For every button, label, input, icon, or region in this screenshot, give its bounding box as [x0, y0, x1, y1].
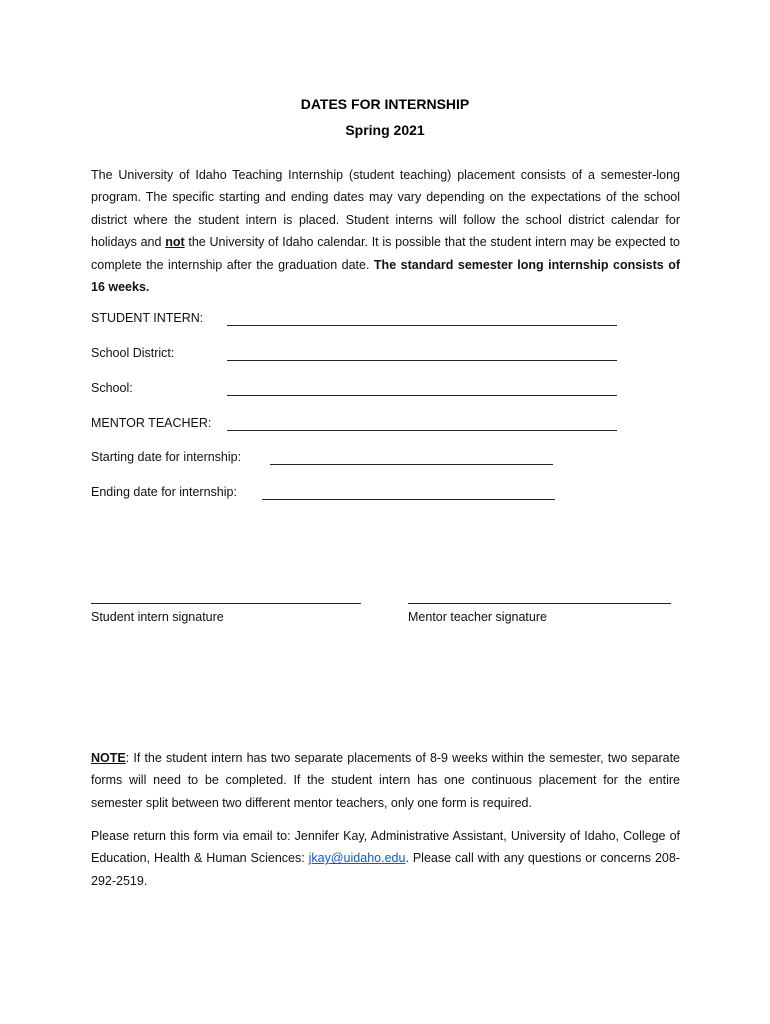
document-subtitle: Spring 2021 [345, 122, 425, 138]
start-date-field[interactable] [270, 464, 553, 465]
intro-text-1: The University of Idaho Teaching Internship (student teaching) placement consists of a semester-long program. The specific starting and ending dates may vary depending on the expectations of the school district where the student intern is placed. Student interns will follow the school district calendar for holidays and [91, 168, 680, 250]
school-district-label: School District: [91, 346, 175, 360]
end-date-field[interactable] [262, 499, 555, 500]
mentor-teacher-field[interactable] [227, 430, 617, 431]
student-intern-field[interactable] [227, 325, 617, 326]
note-paragraph [91, 747, 680, 814]
start-date-label: Starting date for internship: [91, 450, 242, 464]
document-title: DATES FOR INTERNSHIP [300, 96, 470, 112]
intro-bold-tail: The standard semester long internship consists of 16 weeks. [91, 257, 681, 295]
mentor-signature-label: Mentor teacher signature [408, 610, 547, 624]
school-label: School: [91, 381, 133, 395]
student-signature-line[interactable] [91, 603, 361, 604]
note-label: NOTE [91, 751, 126, 765]
school-district-field[interactable] [227, 360, 617, 361]
end-date-label: Ending date for internship: [91, 485, 237, 499]
school-field[interactable] [227, 395, 617, 396]
mentor-signature-line[interactable] [408, 603, 671, 604]
student-signature-label: Student intern signature [91, 610, 224, 624]
intro-emphasis: not [165, 235, 185, 250]
return-text-1: Please return this form via email to: Jennifer Kay, Administrative Assistant, University of Idaho, College of Education, Health & Human Sciences: [91, 829, 680, 866]
return-paragraph [91, 825, 680, 892]
intro-paragraph [91, 164, 680, 298]
return-text-2: . Please call with any questions or concerns 208-292-2519. [91, 851, 680, 888]
student-intern-label: STUDENT INTERN: [91, 311, 204, 325]
mentor-teacher-label: MENTOR TEACHER: [91, 416, 212, 430]
email-link[interactable]: jkay@uidaho.edu [308, 851, 406, 866]
note-text: : If the student intern has two separate placements of 8-9 weeks within the semester, two separate forms will need to be completed. If the student intern has one continuous placement for the entire semester split between two different mentor teachers, only one form is required. [91, 751, 680, 810]
intro-text-2: the University of Idaho calendar. It is possible that the student intern may be expected to complete the internship after the graduation date. [91, 235, 680, 272]
